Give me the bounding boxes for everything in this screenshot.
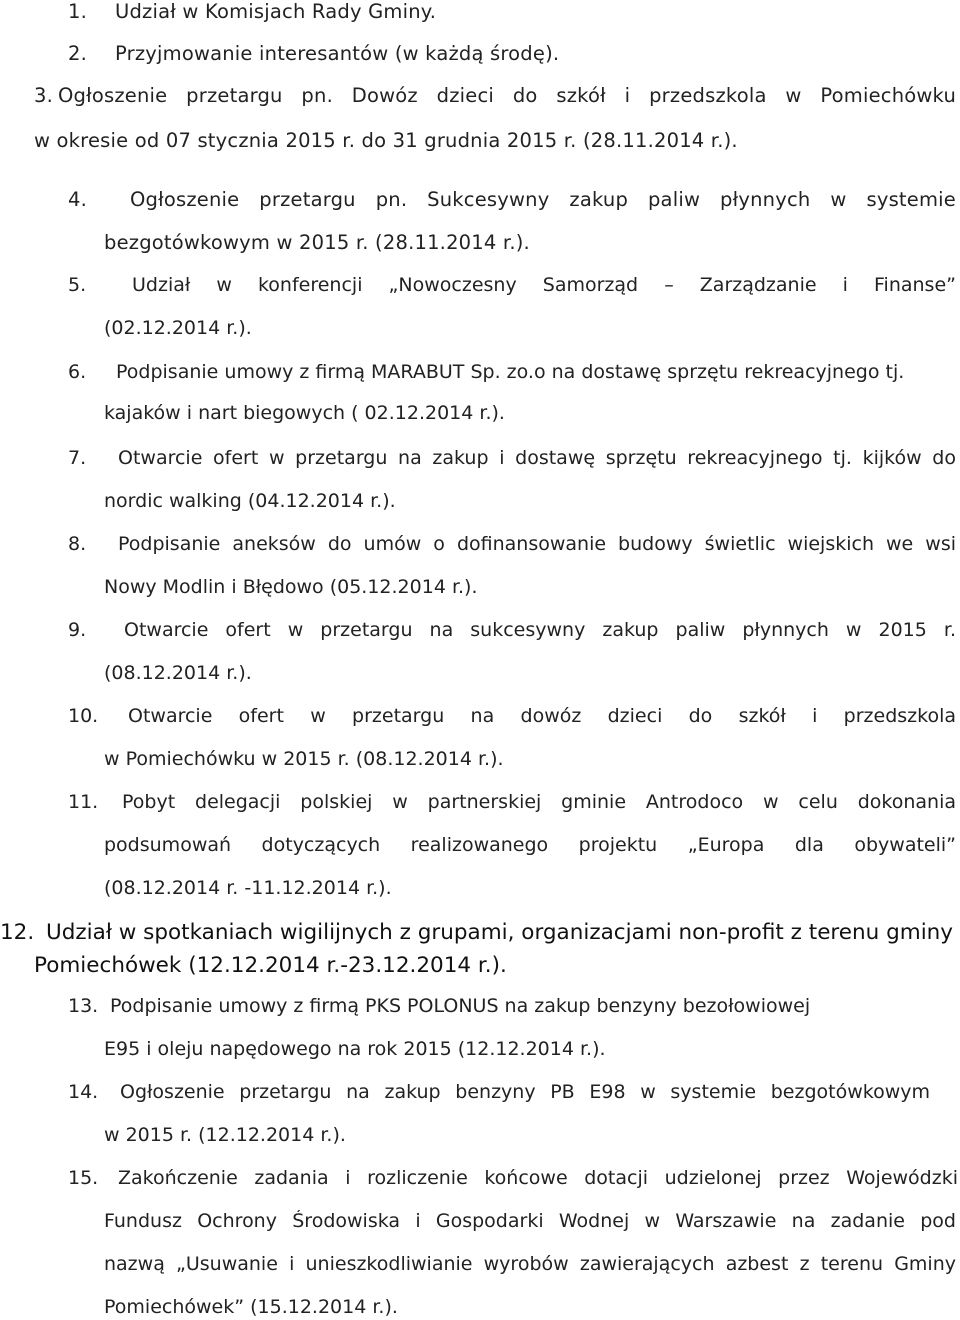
list-item-text: Ogłoszenie przetargu pn. Dowóz dzieci do szkół i przedszkola w Pomiechówku <box>58 84 956 107</box>
list-item-text: w okresie od 07 stycznia 2015 r. do 31 grudnia 2015 r. (28.11.2014 r.). <box>34 129 738 152</box>
list-item-text: (08.12.2014 r.). <box>104 662 252 684</box>
list-item-text: E95 i oleju napędowego na rok 2015 (12.12.2014 r.). <box>104 1038 606 1060</box>
list-item-number: 3. <box>34 84 54 107</box>
list-item-text: Pomiechówek” (15.12.2014 r.). <box>104 1296 398 1318</box>
list-item-text: w Pomiechówku w 2015 r. (08.12.2014 r.). <box>104 748 504 770</box>
list-item-text: kajaków i nart biegowych ( 02.12.2014 r.). <box>104 402 505 424</box>
list-item-number: 11. <box>68 791 99 813</box>
list-item-text: (02.12.2014 r.). <box>104 317 252 339</box>
list-item-number: 13. <box>68 995 99 1017</box>
list-item-number: 14. <box>68 1081 99 1103</box>
list-item-number: 5. <box>68 274 87 296</box>
list-item-text: Udział w konferencji „Nowoczesny Samorząd – Zarządzanie i Finanse” <box>132 274 956 296</box>
list-item-text: Udział w Komisjach Rady Gminy. <box>115 0 437 23</box>
list-item-text: nazwą „Usuwanie i unieszkodliwianie wyrobów zawierających azbest z terenu Gminy <box>104 1253 956 1275</box>
list-item-text: Udział w spotkaniach wigilijnych z grupami, organizacjami non-profit z terenu gminy <box>46 920 954 945</box>
list-item-text: Pomiechówek (12.12.2014 r.-23.12.2014 r.). <box>34 953 507 978</box>
list-item-number: 12. <box>0 920 35 945</box>
list-item-text: bezgotówkowym w 2015 r. (28.11.2014 r.). <box>104 231 530 254</box>
list-item-text: Otwarcie ofert w przetargu na sukcesywny zakup paliw płynnych w 2015 r. <box>124 619 956 641</box>
list-item-number: 1. <box>68 0 88 23</box>
list-item-number: 6. <box>68 361 87 383</box>
list-item-text: Przyjmowanie interesantów (w każdą środę). <box>115 42 560 65</box>
list-item-text: (08.12.2014 r. -11.12.2014 r.). <box>104 877 392 899</box>
list-item-text: podsumowań dotyczących realizowanego projektu „Europa dla obywateli” <box>104 834 956 856</box>
list-item-text: Podpisanie umowy z firmą MARABUT Sp. zo.o na dostawę sprzętu rekreacyjnego tj. <box>116 361 905 383</box>
list-item-text: Nowy Modlin i Błędowo (05.12.2014 r.). <box>104 576 478 598</box>
list-item-text: Ogłoszenie przetargu pn. Sukcesywny zakup paliw płynnych w systemie <box>130 188 956 211</box>
list-item-number: 15. <box>68 1167 99 1189</box>
list-item-number: 9. <box>68 619 87 641</box>
list-item-text: Fundusz Ochrony Środowiska i Gospodarki Wodnej w Warszawie na zadanie pod <box>104 1210 956 1232</box>
list-item-text: Otwarcie ofert w przetargu na zakup i dostawę sprzętu rekreacyjnego tj. kijków do <box>118 447 956 469</box>
list-item-number: 10. <box>68 705 99 727</box>
list-item-text: Pobyt delegacji polskiej w partnerskiej gminie Antrodoco w celu dokonania <box>122 791 956 813</box>
list-item-number: 7. <box>68 447 87 469</box>
list-item-text: Otwarcie ofert w przetargu na dowóz dzieci do szkół i przedszkola <box>128 705 956 727</box>
list-item-text: Podpisanie umowy z firmą PKS POLONUS na zakup benzyny bezołowiowej <box>110 995 811 1017</box>
list-item-number: 2. <box>68 42 88 65</box>
list-item-text: nordic walking (04.12.2014 r.). <box>104 490 396 512</box>
list-item-text: Zakończenie zadania i rozliczenie końcowe dotacji udzielonej przez Wojewódzki <box>118 1167 958 1189</box>
list-item-text: Podpisanie aneksów do umów o dofinansowanie budowy świetlic wiejskich we wsi <box>118 533 956 555</box>
list-item-number: 8. <box>68 533 87 555</box>
list-item-text: Ogłoszenie przetargu na zakup benzyny PB E98 w systemie bezgotówkowym <box>120 1081 930 1103</box>
list-item-text: w 2015 r. (12.12.2014 r.). <box>104 1124 346 1146</box>
list-item-number: 4. <box>68 188 88 211</box>
